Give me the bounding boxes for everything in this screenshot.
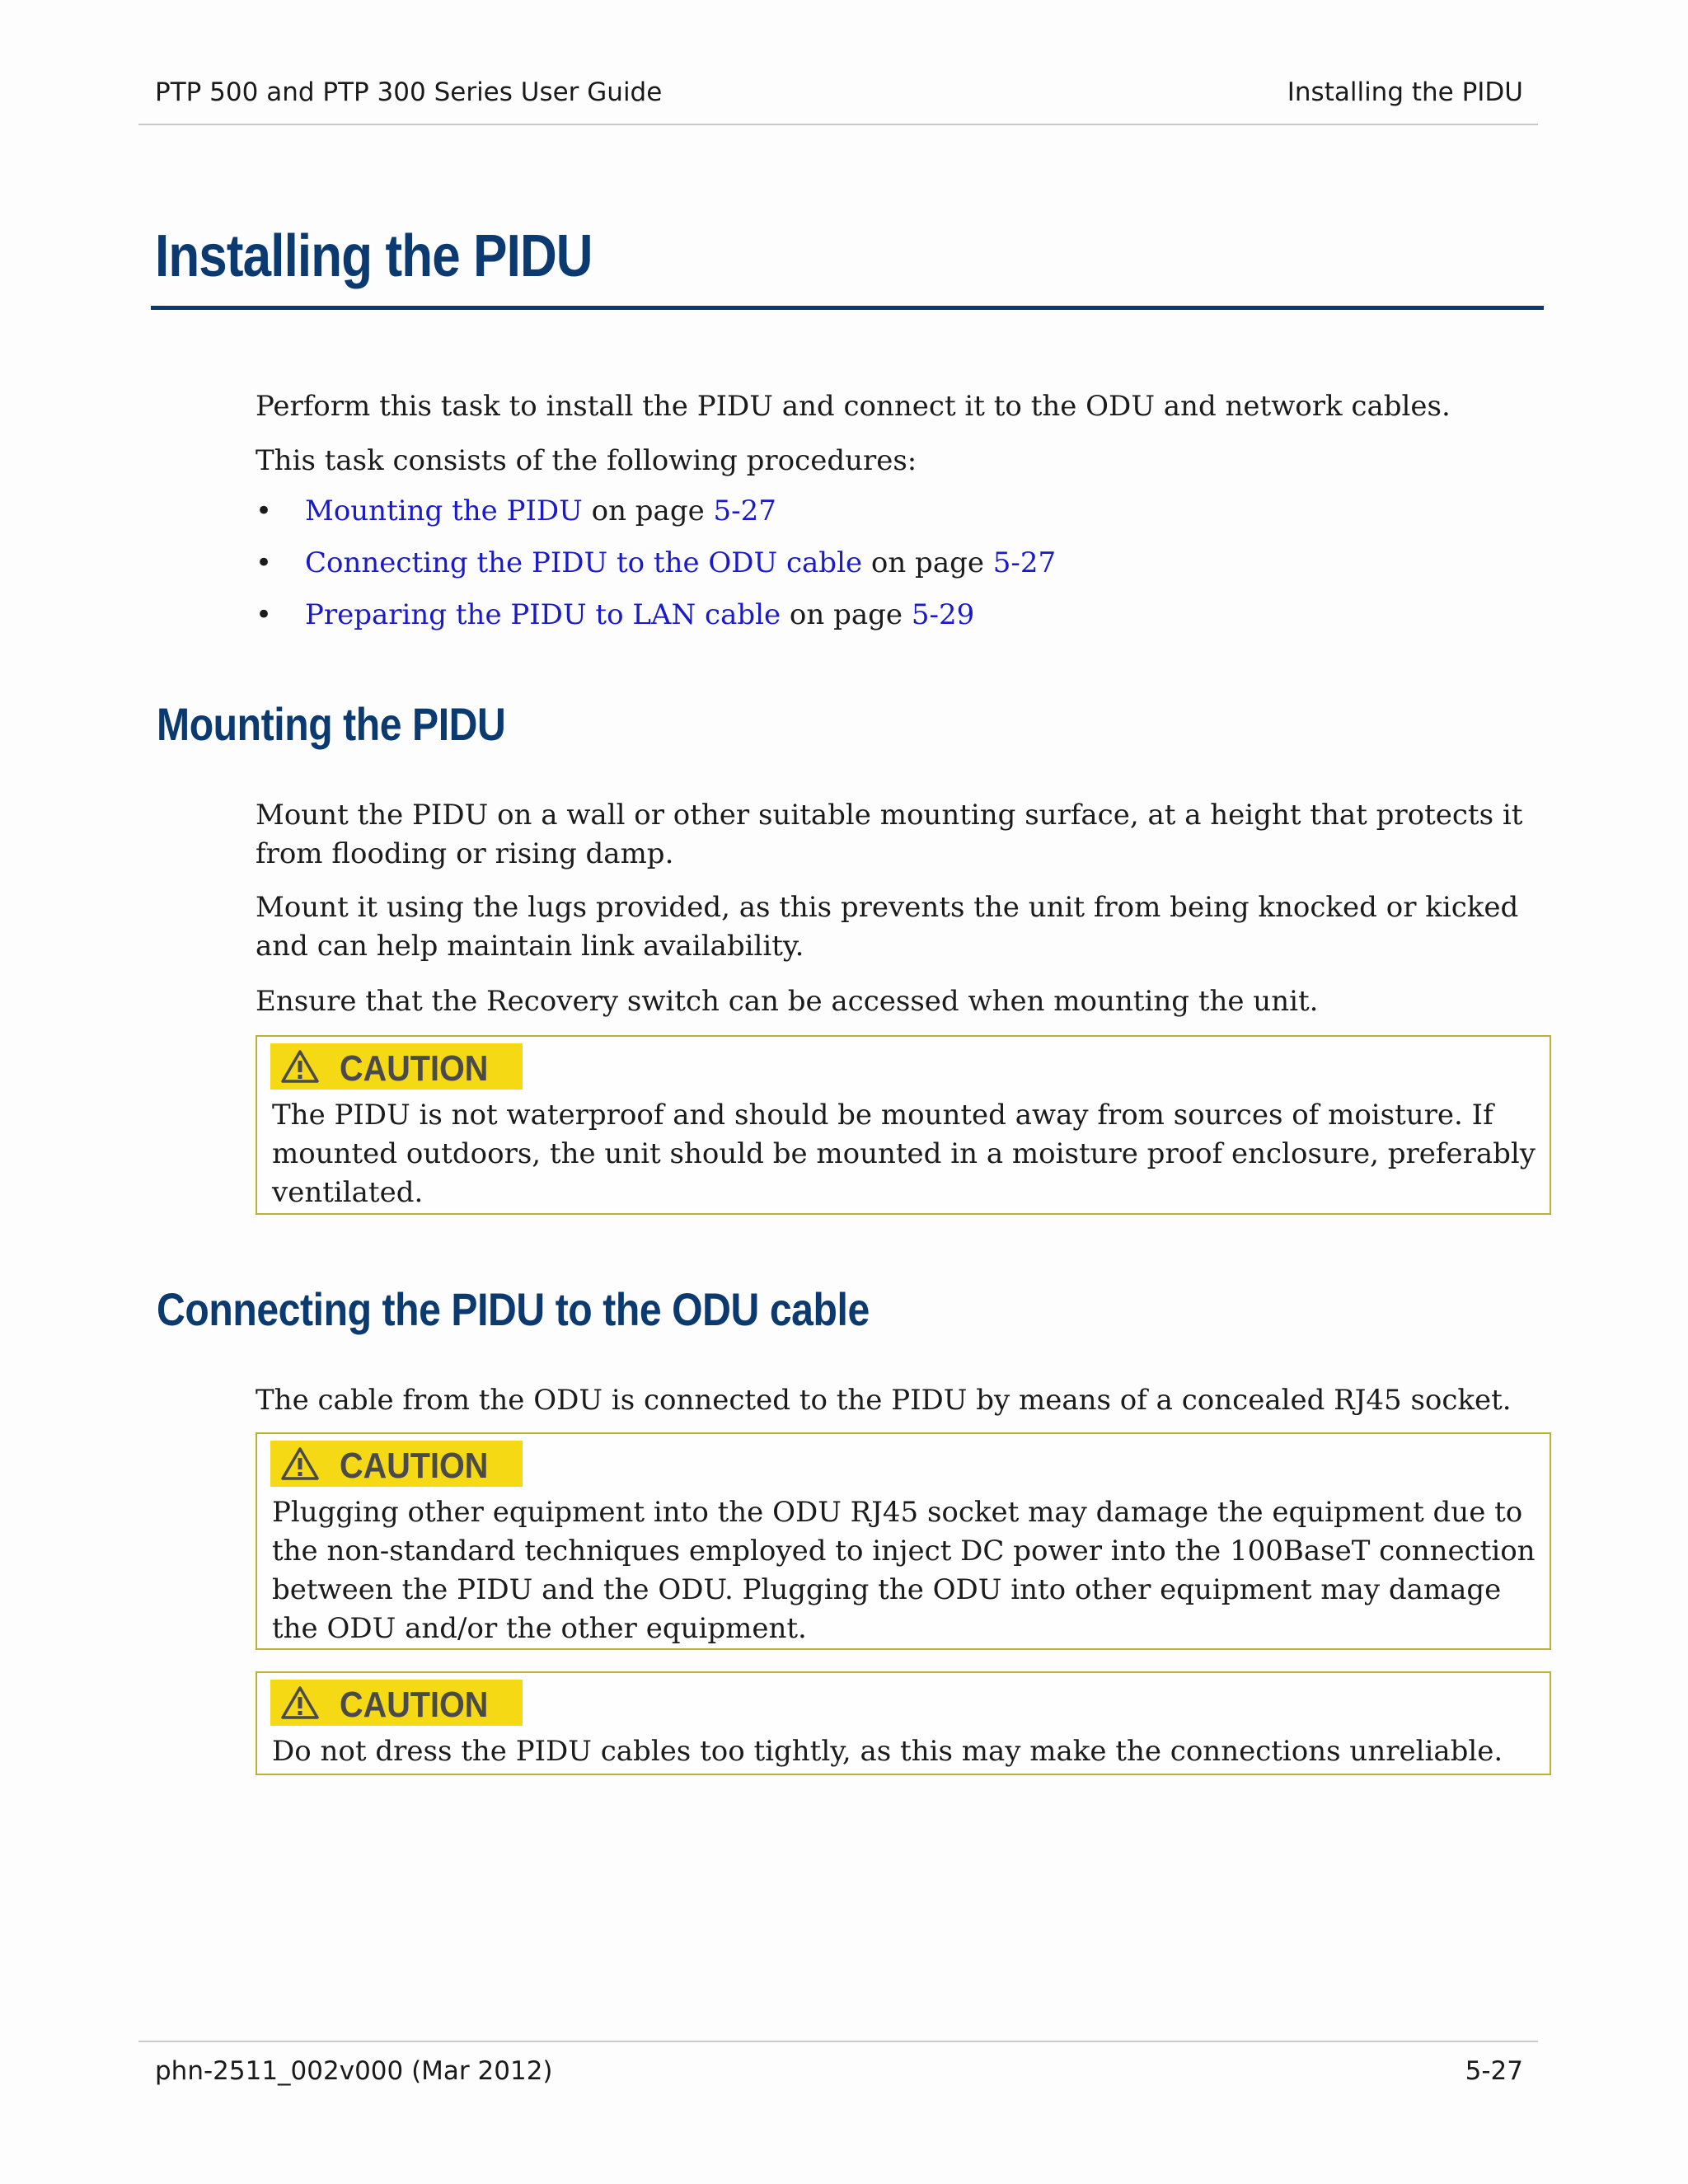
caution-badge bbox=[270, 1043, 523, 1090]
caution-badge bbox=[270, 1441, 523, 1487]
running-footer bbox=[155, 2056, 1523, 2086]
caution-badge bbox=[270, 1680, 523, 1726]
footer-rule bbox=[138, 2041, 1538, 2042]
heading-mounting: Mounting the PIDU bbox=[157, 698, 506, 750]
link-preparing-the-pidu[interactable]: Preparing the PIDU to LAN cable bbox=[305, 598, 781, 631]
heading-connecting: Connecting the PIDU to the ODU cable bbox=[157, 1283, 870, 1335]
header-section-title: Installing the PIDU bbox=[1287, 77, 1523, 107]
on-page-text: on page bbox=[781, 598, 912, 631]
intro-paragraph-2: This task consists of the following procedures: bbox=[256, 444, 917, 477]
on-page-text: on page bbox=[582, 494, 714, 527]
on-page-text: on page bbox=[862, 546, 993, 579]
warning-triangle-icon bbox=[280, 1685, 320, 1720]
page-link-5-27[interactable]: 5-27 bbox=[992, 546, 1057, 579]
mounting-paragraph-2: Mount it using the lugs provided, as this prevents the unit from being knocked or kicked and can help maintain link availability. bbox=[256, 891, 1519, 963]
header-rule bbox=[138, 124, 1538, 125]
page-title: Installing the PIDU bbox=[155, 223, 593, 289]
bullet-marker: • bbox=[256, 494, 273, 527]
bullet-marker: • bbox=[256, 546, 273, 579]
caution-text: Plugging other equipment into the ODU RJ45 socket may damage the equipment due to the non-standard techniques employed to inject DC power into the 100BaseT connection between the PIDU and the ODU. Plugging the ODU into other equipment may damage the ODU and/or the other equipment. bbox=[272, 1496, 1536, 1645]
mounting-paragraph-3: Ensure that the Recovery switch can be accessed when mounting the unit. bbox=[256, 985, 1319, 1018]
caution-box-cables bbox=[256, 1671, 1551, 1775]
caution-label: CAUTION bbox=[340, 1685, 489, 1725]
link-mounting-the-pidu[interactable]: Mounting the PIDU bbox=[305, 494, 583, 527]
procedure-item-preparing bbox=[305, 598, 974, 631]
caution-box-rj45 bbox=[256, 1432, 1551, 1650]
caution-text: The PIDU is not waterproof and should be mounted away from sources of moisture. If mounted outdoors, the unit should be mounted in a moisture proof enclosure, preferably ventilated. bbox=[272, 1099, 1536, 1209]
caution-label: CAUTION bbox=[340, 1048, 489, 1089]
page-link-5-27[interactable]: 5-27 bbox=[713, 494, 776, 527]
link-connecting-the-pidu[interactable]: Connecting the PIDU to the ODU cable bbox=[305, 546, 863, 579]
warning-triangle-icon bbox=[280, 1049, 320, 1084]
intro-paragraph-1: Perform this task to install the PIDU and connect it to the ODU and network cables. bbox=[256, 390, 1451, 423]
procedure-item-connecting bbox=[305, 546, 1056, 579]
title-underline bbox=[151, 306, 1544, 310]
caution-label: CAUTION bbox=[340, 1446, 489, 1486]
caution-text: Do not dress the PIDU cables too tightly, as this may make the connections unreliable. bbox=[272, 1735, 1503, 1768]
procedure-item-mounting bbox=[305, 494, 776, 527]
warning-triangle-icon bbox=[280, 1446, 320, 1481]
header-guide-title: PTP 500 and PTP 300 Series User Guide bbox=[155, 77, 663, 107]
bullet-marker: • bbox=[256, 598, 273, 631]
connecting-paragraph-1: The cable from the ODU is connected to the PIDU by means of a concealed RJ45 socket. bbox=[256, 1384, 1512, 1417]
running-header bbox=[155, 77, 1523, 107]
page-link-5-29[interactable]: 5-29 bbox=[911, 598, 975, 631]
footer-page-number: 5-27 bbox=[1465, 2056, 1523, 2086]
mounting-paragraph-1: Mount the PIDU on a wall or other suitable mounting surface, at a height that protects it from flooding or rising damp. bbox=[256, 799, 1523, 870]
caution-box-waterproof bbox=[256, 1035, 1551, 1215]
footer-document-id: phn-2511_002v000 (Mar 2012) bbox=[155, 2056, 553, 2086]
